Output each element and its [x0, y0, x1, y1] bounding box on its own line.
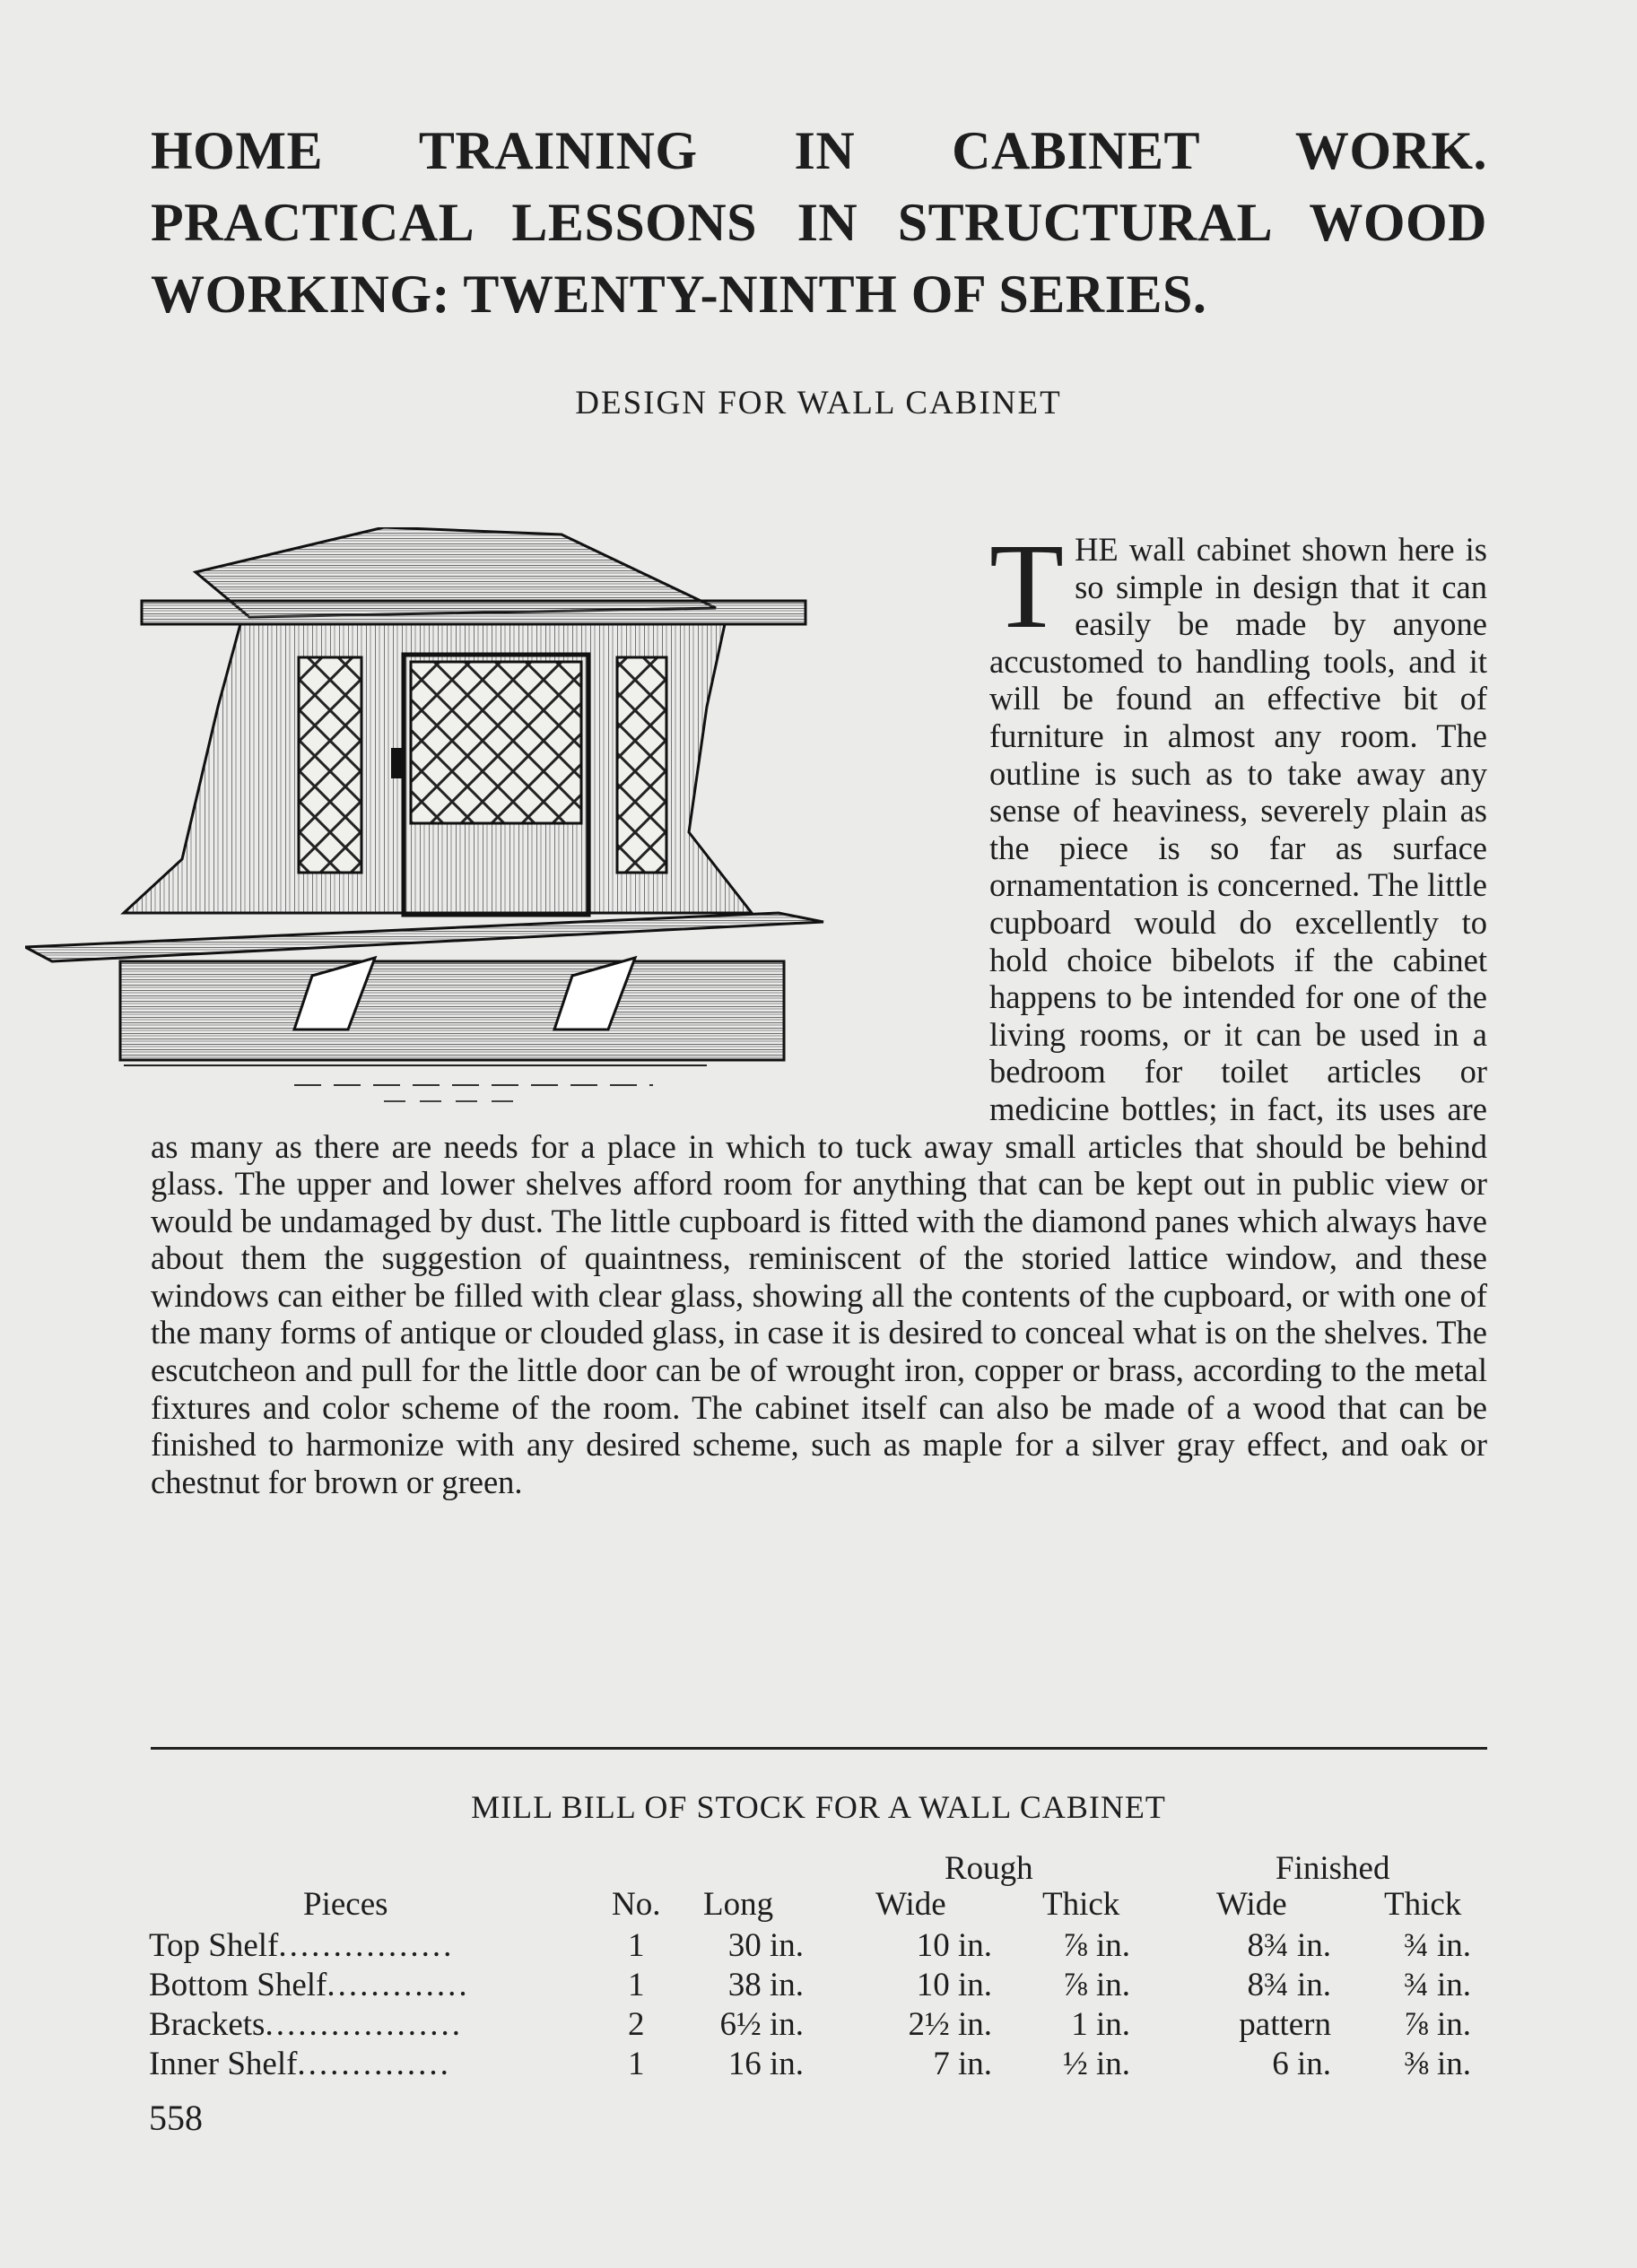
article-body-text: HE wall cabinet shown here is so simple in design that it can easily be made by anyone accustomed to handling tools, and it will be found an effective bit of furniture in almost any room. The outline is such as to take away any sense of heaviness, severely plain as the piece is so far as surface ornamentation is concerned. The little cupboard would do excellently to hold choice bibelots if the cabinet happens to be intended for one of the living rooms, or it can be used in a bedroom for toilet articles or medicine bottles; in fact, its uses are as many as there are needs for a place in which to tuck away small articles that should be behind glass. The upper and lower shelves afford room for anything that can be kept out in public view or would be undamaged by dust. The little cupboard is fitted with the diamond panes which always have about them the suggestion of quaintness, reminiscent of the storied lattice window, and these windows can either be filled with clear glass, showing all the contents of the cupboard, or with one of the many forms of antique or clouded glass, in case it is desired to conceal what is on the shelves. The escutcheon and pull for the little door can be of wrought iron, copper or brass, according to the metal fixtures and color scheme of the room. The cabinet itself can also be made of a wood that can be finished to harmonize with any desired scheme, such as maple for a silver gray effect, and oak or chestnut for brown or green. [151, 531, 1487, 1500]
table-cell: ½ in. [1062, 2046, 1130, 2082]
table-cell: 30 in. [727, 1927, 804, 1964]
article-body [151, 519, 1487, 1500]
table-cell: ¾ in. [1403, 1927, 1471, 1964]
mill-bill-no-column [628, 1926, 645, 2084]
mill-bill-title: MILL BILL OF STOCK FOR A WALL CABINET [471, 1789, 1166, 1825]
no-header: No. [612, 1886, 661, 1923]
article-title: HOME TRAINING IN CABINET WORK. PRACTICAL LESSONS IN STRUCTURAL WOOD WORKING: TWENTY-NINTH OF SERIES. [151, 121, 1487, 324]
table-cell: ⅞ in. [1062, 1927, 1130, 1964]
mill-bill-finished-thick-column [1363, 1926, 1471, 2084]
finished-group-header: Finished [1276, 1850, 1390, 1887]
rough-group-header: Rough [945, 1850, 1033, 1887]
finished-wide-header: Wide [1216, 1886, 1287, 1923]
table-cell: 10 in. [916, 1927, 992, 1964]
table-cell: 1 [628, 1967, 645, 2003]
table-row-piece: Brackets.................. [149, 2006, 463, 2043]
long-header: Long [703, 1886, 774, 1923]
article-subtitle: DESIGN FOR WALL CABINET [575, 385, 1062, 421]
table-cell: 16 in. [727, 2046, 804, 2082]
page-number: 558 [149, 2098, 203, 2138]
table-cell: 10 in. [916, 1967, 992, 2003]
table-cell: ⅞ in. [1403, 2006, 1471, 2043]
table-row-piece: Bottom Shelf............. [149, 1967, 470, 2003]
rough-wide-header: Wide [875, 1886, 946, 1923]
table-cell: 2 [628, 2006, 645, 2043]
mill-bill-finished-wide-column [1184, 1926, 1331, 2084]
table-cell: 38 in. [727, 1967, 804, 2003]
mill-bill-pieces-column [149, 1926, 470, 2084]
table-cell: ⅞ in. [1062, 1967, 1130, 2003]
table-cell: 8¾ in. [1247, 1927, 1331, 1964]
table-cell: ⅜ in. [1403, 2046, 1471, 2082]
table-row-piece: Top Shelf................ [149, 1927, 455, 1964]
mill-bill-rough-thick-column [1005, 1926, 1130, 2084]
table-cell: 6½ in. [719, 2006, 804, 2043]
table-cell: 1 [628, 1927, 645, 1964]
table-cell: 2½ in. [908, 2006, 992, 2043]
section-divider [151, 1747, 1487, 1750]
illustration-float-space [151, 531, 989, 1123]
table-cell: 6 in. [1272, 2046, 1331, 2082]
pieces-header: Pieces [303, 1886, 388, 1923]
table-cell: ¾ in. [1403, 1967, 1471, 2003]
table-cell: 1 [628, 2046, 645, 2082]
table-cell: 7 in. [933, 2046, 992, 2082]
table-row-piece: Inner Shelf.............. [149, 2046, 451, 2082]
drop-cap: T [989, 519, 1065, 654]
rough-thick-header: Thick [1042, 1886, 1120, 1923]
table-cell: 1 in. [1071, 2006, 1130, 2043]
mill-bill-long-column [660, 1926, 804, 2084]
mill-bill-rough-wide-column [843, 1926, 992, 2084]
table-cell: 8¾ in. [1247, 1967, 1331, 2003]
finished-thick-header: Thick [1384, 1886, 1462, 1923]
table-cell: pattern [1239, 2006, 1331, 2043]
